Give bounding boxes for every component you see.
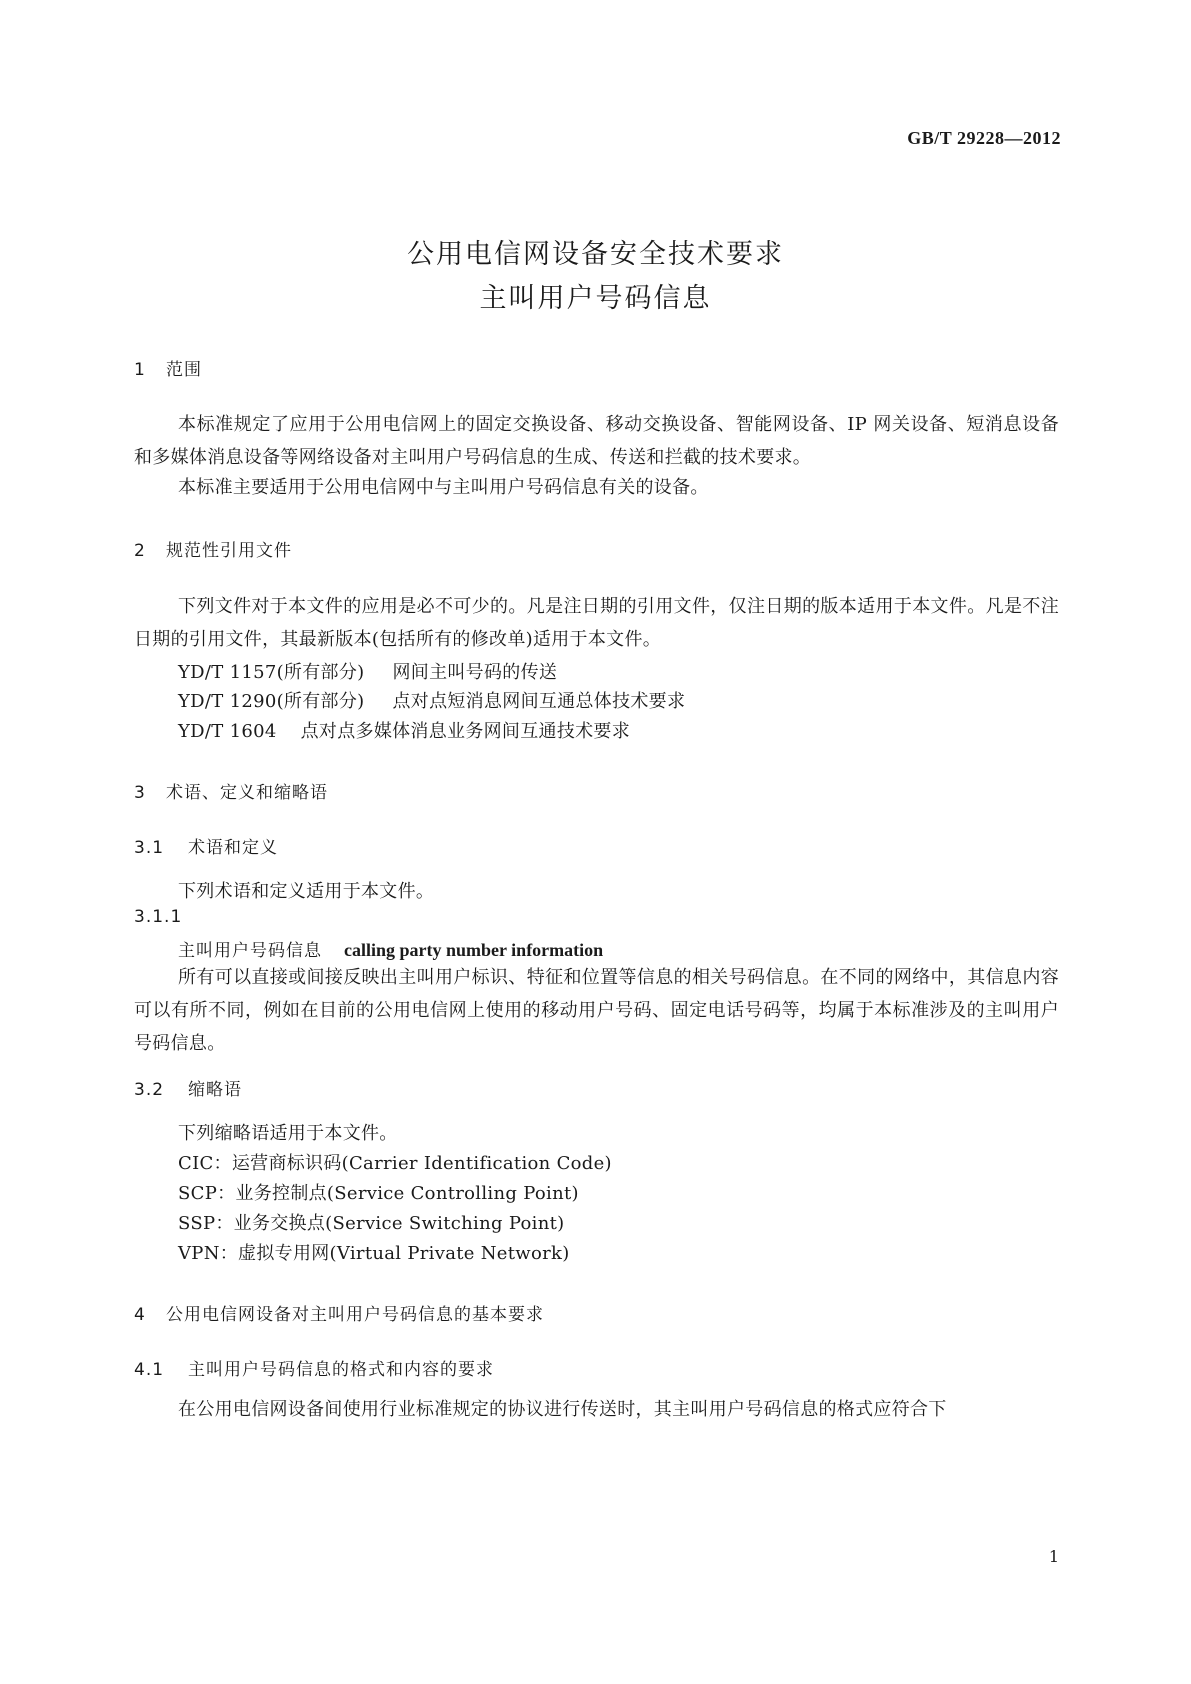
section-1-paragraph-2: 本标准主要适用于公用电信网中与主叫用户号码信息有关的设备。 (178, 477, 709, 498)
section-3-1-intro: 下列术语和定义适用于本文件。 (178, 881, 435, 902)
reference-title: 网间主叫号码的传送 (392, 662, 558, 683)
section-1-heading (134, 355, 202, 380)
reference-code: YD/T 1157(所有部分) (178, 662, 365, 683)
term-heading (178, 936, 603, 961)
reference-title: 点对点短消息网间互通总体技术要求 (392, 691, 686, 712)
section-number: 4 (134, 1305, 146, 1325)
section-number: 2 (134, 541, 146, 561)
section-title: 范围 (166, 360, 202, 380)
section-3-1-heading (134, 833, 278, 858)
section-number: 1 (134, 360, 146, 380)
section-title: 术语、定义和缩略语 (166, 783, 328, 803)
document-title-line1: 公用电信网设备安全技术要求 (407, 239, 784, 270)
section-3-2-heading (134, 1075, 242, 1100)
reference-item (178, 687, 685, 713)
section-title: 术语和定义 (188, 838, 278, 858)
section-4-heading (134, 1300, 544, 1325)
section-title: 缩略语 (188, 1080, 242, 1100)
section-number: 3 (134, 783, 146, 803)
section-1-paragraph-1: 本标准规定了应用于公用电信网上的固定交换设备、移动交换设备、智能网设备、IP 网关设备、短消息设备和多媒体消息设备等网络设备对主叫用户号码信息的生成、传送和拦截的技术要求。 (134, 414, 1059, 468)
section-title: 公用电信网设备对主叫用户号码信息的基本要求 (166, 1305, 544, 1325)
section-title: 主叫用户号码信息的格式和内容的要求 (188, 1360, 494, 1380)
term-chinese: 主叫用户号码信息 (178, 941, 322, 961)
reference-item (178, 658, 557, 684)
standard-code: GB/T 29228—2012 (907, 128, 1061, 148)
term-english: calling party number information (344, 940, 604, 960)
section-number: 3.2 (134, 1080, 165, 1100)
document-title-line2: 主叫用户号码信息 (479, 283, 712, 314)
section-2-heading (134, 536, 292, 561)
section-2-paragraph-1: 下列文件对于本文件的应用是必不可少的。凡是注日期的引用文件，仅注日期的版本适用于本文件。凡是不注日期的引用文件，其最新版本(包括所有的修改单)适用于本文件。 (134, 596, 1059, 650)
section-3-heading (134, 778, 328, 803)
section-title: 规范性引用文件 (166, 541, 292, 561)
abbreviation-item: VPN：虚拟专用网(Virtual Private Network) (178, 1243, 570, 1264)
section-3-2-intro: 下列缩略语适用于本文件。 (178, 1123, 398, 1144)
abbreviation-item: CIC：运营商标识码(Carrier Identification Code) (178, 1153, 612, 1174)
term-definition: 所有可以直接或间接反映出主叫用户标识、特征和位置等信息的相关号码信息。在不同的网络中，其信息内容可以有所不同，例如在目前的公用电信网上使用的移动用户号码、固定电话号码等，均属于本标准涉及的主叫用户号码信息。 (134, 967, 1059, 1054)
reference-title: 点对点多媒体消息业务网间互通技术要求 (300, 721, 631, 742)
abbreviation-item: SSP：业务交换点(Service Switching Point) (178, 1213, 565, 1234)
section-4-1-heading (134, 1355, 494, 1380)
section-4-1-paragraph-1: 在公用电信网设备间使用行业标准规定的协议进行传送时，其主叫用户号码信息的格式应符合下 (178, 1399, 947, 1420)
section-number: 4.1 (134, 1360, 165, 1380)
abbreviation-item: SCP：业务控制点(Service Controlling Point) (178, 1183, 579, 1204)
term-number: 3.1.1 (134, 907, 183, 927)
section-number: 3.1 (134, 838, 165, 858)
page-number: 1 (1048, 1547, 1059, 1566)
reference-code: YD/T 1604 (178, 721, 277, 742)
reference-item (178, 717, 630, 743)
reference-code: YD/T 1290(所有部分) (178, 691, 365, 712)
